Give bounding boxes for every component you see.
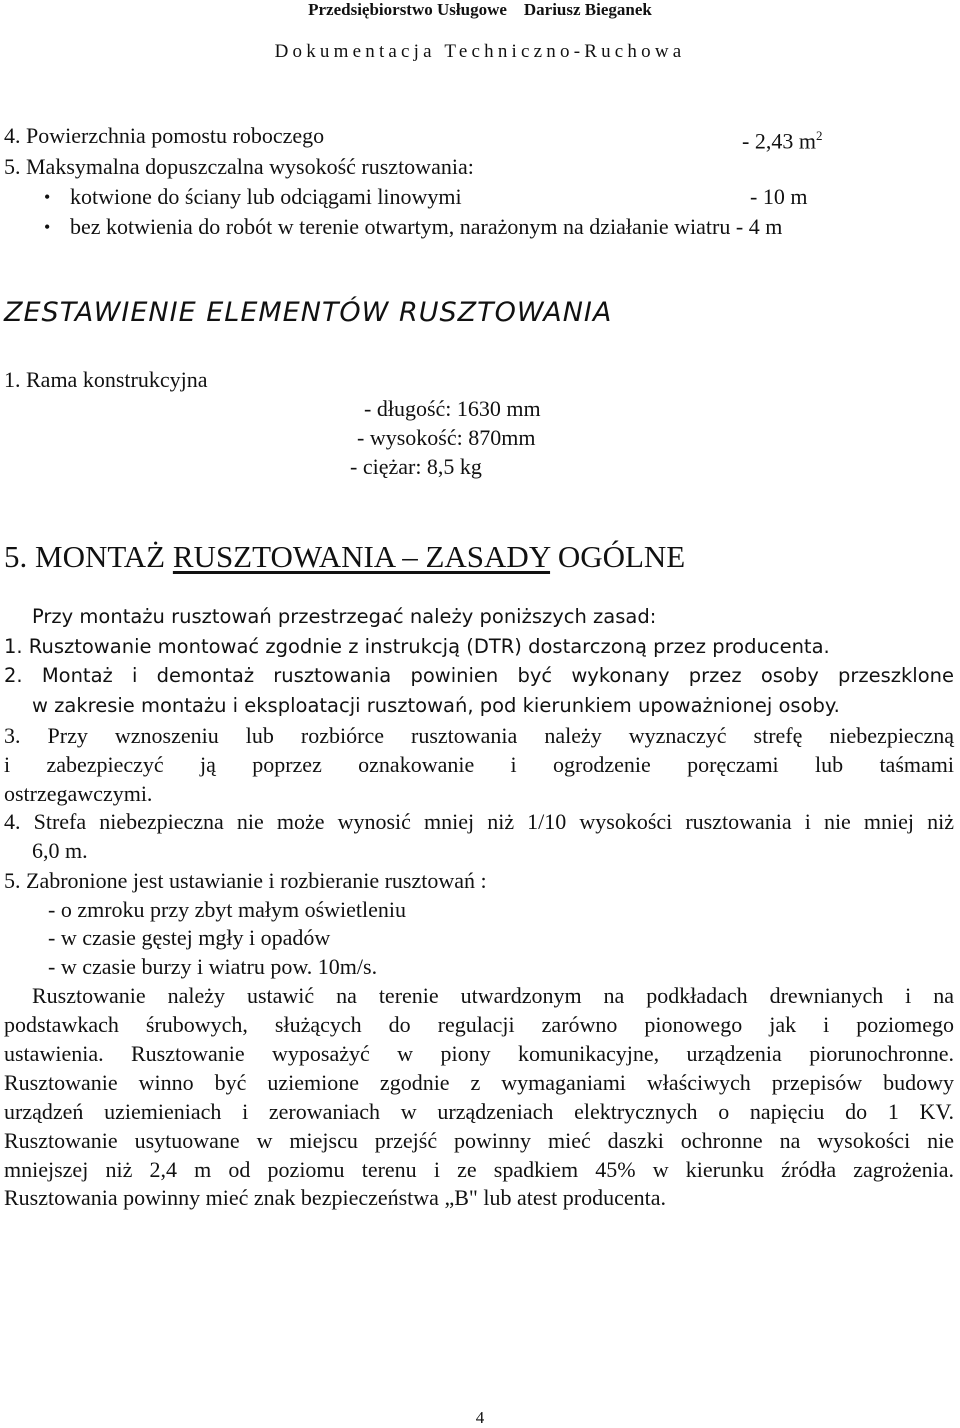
paragraph-line-8: Rusztowania powinny mieć znak bezpieczeństwa „B" lub atest producenta.: [4, 1185, 667, 1210]
page-number: 4: [475, 1408, 485, 1427]
company-name: Przedsiębiorstwo Usługowe: [308, 0, 507, 19]
paragraph-line-6: Rusztowanie usytuowane w miejscu przejść powinny mieć daszki ochronne na wysokości nie: [4, 1128, 954, 1153]
paragraph-line-7: mniejszej niż 2,4 m od poziomu terenu i ze spadkiem 45% w kierunku źródła zagrożenia.: [4, 1157, 954, 1182]
assembly-rule-1: 1. Rusztowanie montować zgodnie z instrukcją (DTR) dostarczoną przez producenta.: [4, 635, 830, 658]
assembly-rule-4-line-1: 4. Strefa niebezpieczna nie może wynosić mniej niż 1/10 wysokości rusztowania i nie mniej niż: [4, 809, 954, 834]
assembly-rule-3-line-1: 3. Przy wznoszeniu lub rozbiórce rusztowania należy wyznaczyć strefę niebezpieczną: [4, 723, 954, 748]
spec-item-4-value: - 2,43 $m^2$: [742, 128, 823, 154]
assembly-rule-5: 5. Zabronione jest ustawianie i rozbieranie rusztowań :: [4, 868, 487, 893]
assembly-rule-3-line-2: i zabezpieczyć ją poprzez oznakowanie i ogrodzenie poręczami lub taśmami: [4, 752, 954, 777]
spec-bullet-1-label: kotwione do ściany lub odciągami linowymi: [70, 184, 462, 209]
element-dimension-length: - długość: 1630 mm: [364, 396, 541, 421]
spec-item-4-label: 4. Powierzchnia pomostu roboczego: [4, 123, 325, 148]
assembly-rule-3-line-3: ostrzegawczymi.: [4, 781, 153, 806]
paragraph-line-3: ustawienia. Rusztowanie wyposażyć w piony komunikacyjne, urządzenia piorunochronne.: [4, 1041, 954, 1066]
bullet-icon: •: [44, 217, 51, 237]
bullet-icon: •: [44, 187, 51, 207]
elements-heading: ZESTAWIENIE ELEMENTÓW RUSZTOWANIA: [4, 297, 613, 328]
assembly-intro: Przy montażu rusztowań przestrzegać należy poniższych zasad:: [32, 605, 657, 628]
spec-item-5-label: 5. Maksymalna dopuszczalna wysokość rusztowania:: [4, 154, 474, 179]
assembly-rule-5-dusk: - o zmroku przy zbyt małym oświetleniu: [48, 897, 407, 922]
assembly-rule-5-storm: - w czasie burzy i wiatru pow. 10m/s.: [48, 954, 378, 979]
document-header: [0, 0, 960, 20]
assembly-rule-5-fog: - w czasie gęstej mgły i opadów: [48, 925, 331, 950]
spec-bullet-2-label: bez kotwienia do robót w terenie otwartym, narażonym na działanie wiatru - 4 m: [70, 214, 783, 239]
element-dimension-height: - wysokość: 870mm: [357, 425, 536, 450]
spec-bullet-1-value: - 10 m: [750, 184, 808, 209]
paragraph-line-4: Rusztowanie winno być uziemione zgodnie z wymaganiami właściwych przepisów budowy: [4, 1070, 954, 1095]
assembly-heading: 5. MONTAŻ RUSZTOWANIA – ZASADY OGÓLNE: [4, 539, 686, 574]
unit-superscript: 2: [815, 128, 823, 143]
owner-name: Dariusz Bieganek: [523, 0, 652, 19]
assembly-rule-2-line-1: 2. Montaż i demontaż rusztowania powinien być wykonany przez osoby przeszklone: [4, 664, 954, 687]
paragraph-line-5: urządzeń uziemieniach i zerowaniach w urządzeniach elektrycznych o napięciu do 1 KV.: [4, 1099, 954, 1124]
paragraph-line-2: podstawkach śrubowych, służących do regulacji zarówno pionowego jak i poziomego: [4, 1012, 954, 1037]
element-dimension-weight: - ciężar: 8,5 kg: [350, 454, 482, 479]
assembly-rule-4-line-2: 6,0 m.: [32, 838, 88, 863]
document-type: Dokumentacja Techniczno-Ruchowa: [274, 41, 686, 62]
element-item-1: 1. Rama konstrukcyjna: [4, 367, 208, 392]
paragraph-line-1: Rusztowanie należy ustawić na terenie utwardzonym na podkładach drewnianych i na: [32, 983, 954, 1008]
assembly-rule-2-line-2: w zakresie montażu i eksploatacji rusztowań, pod kierunkiem upoważnionej osoby.: [32, 694, 840, 717]
